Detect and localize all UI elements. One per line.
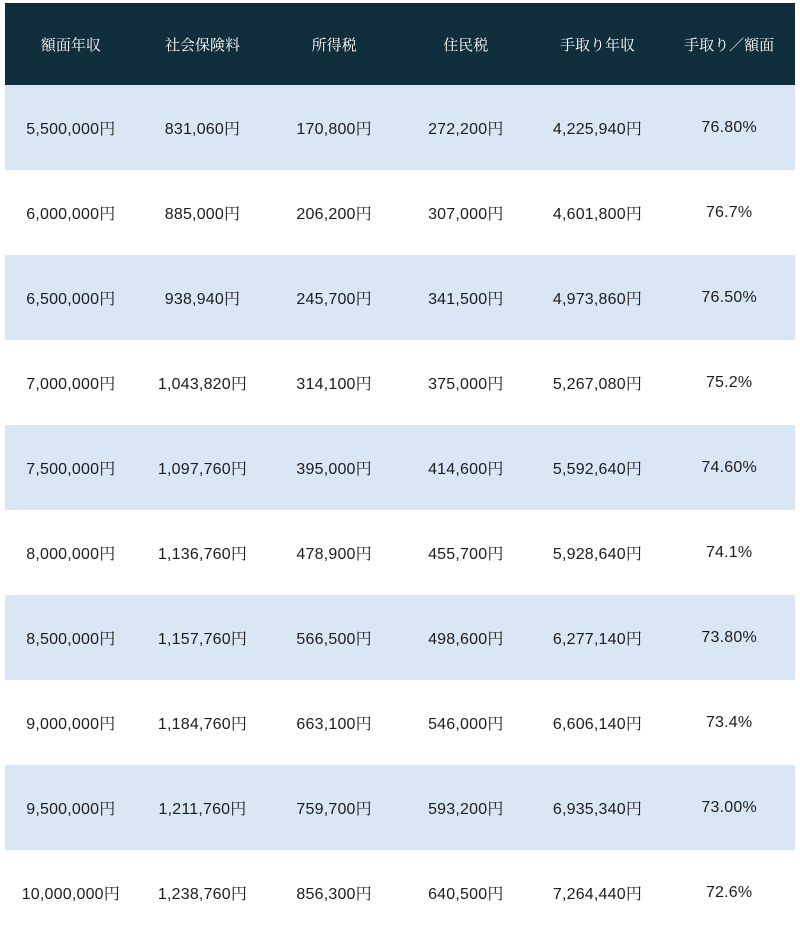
table-cell: 1,136,760円 bbox=[137, 510, 269, 595]
table-cell: 76.7% bbox=[663, 170, 795, 255]
table-row bbox=[5, 425, 795, 510]
table-cell: 375,000円 bbox=[400, 340, 532, 425]
table-cell: 663,100円 bbox=[268, 680, 400, 765]
table-cell: 1,211,760円 bbox=[137, 765, 269, 850]
table-cell: 4,973,860円 bbox=[532, 255, 664, 340]
table-cell: 245,700円 bbox=[268, 255, 400, 340]
table-header-row bbox=[5, 3, 795, 85]
table-cell: 206,200円 bbox=[268, 170, 400, 255]
table-cell: 4,601,800円 bbox=[532, 170, 664, 255]
table-cell: 6,935,340円 bbox=[532, 765, 664, 850]
table-cell: 885,000円 bbox=[137, 170, 269, 255]
column-header: 手取り年収 bbox=[532, 3, 664, 85]
table-cell: 831,060円 bbox=[137, 85, 269, 170]
table-cell: 856,300円 bbox=[268, 850, 400, 935]
table-cell: 593,200円 bbox=[400, 765, 532, 850]
table-cell: 546,000円 bbox=[400, 680, 532, 765]
table-row bbox=[5, 170, 795, 255]
table-cell: 1,097,760円 bbox=[137, 425, 269, 510]
column-header: 額面年収 bbox=[5, 3, 137, 85]
table-body bbox=[5, 85, 795, 935]
table-row bbox=[5, 340, 795, 425]
table-cell: 5,267,080円 bbox=[532, 340, 664, 425]
table-cell: 395,000円 bbox=[268, 425, 400, 510]
table-cell: 8,500,000円 bbox=[5, 595, 137, 680]
table-cell: 566,500円 bbox=[268, 595, 400, 680]
table-cell: 10,000,000円 bbox=[5, 850, 137, 935]
table-cell: 9,000,000円 bbox=[5, 680, 137, 765]
table-cell: 4,225,940円 bbox=[532, 85, 664, 170]
table-cell: 74.1% bbox=[663, 510, 795, 595]
table-cell: 72.6% bbox=[663, 850, 795, 935]
table-cell: 9,500,000円 bbox=[5, 765, 137, 850]
table-cell: 73.4% bbox=[663, 680, 795, 765]
table-row bbox=[5, 510, 795, 595]
table-header bbox=[5, 3, 795, 85]
table-cell: 6,606,140円 bbox=[532, 680, 664, 765]
column-header: 手取り／額面 bbox=[663, 3, 795, 85]
table-cell: 76.50% bbox=[663, 255, 795, 340]
table-cell: 455,700円 bbox=[400, 510, 532, 595]
table-cell: 272,200円 bbox=[400, 85, 532, 170]
table-cell: 75.2% bbox=[663, 340, 795, 425]
table-cell: 7,000,000円 bbox=[5, 340, 137, 425]
table-cell: 74.60% bbox=[663, 425, 795, 510]
table-cell: 8,000,000円 bbox=[5, 510, 137, 595]
table-cell: 314,100円 bbox=[268, 340, 400, 425]
table-cell: 170,800円 bbox=[268, 85, 400, 170]
table-cell: 1,238,760円 bbox=[137, 850, 269, 935]
table-row bbox=[5, 680, 795, 765]
table-cell: 6,500,000円 bbox=[5, 255, 137, 340]
table-row bbox=[5, 850, 795, 935]
table-cell: 73.80% bbox=[663, 595, 795, 680]
table-cell: 759,700円 bbox=[268, 765, 400, 850]
table-cell: 1,157,760円 bbox=[137, 595, 269, 680]
table-cell: 478,900円 bbox=[268, 510, 400, 595]
table-cell: 5,500,000円 bbox=[5, 85, 137, 170]
table-row bbox=[5, 255, 795, 340]
column-header: 社会保険料 bbox=[137, 3, 269, 85]
table-row bbox=[5, 85, 795, 170]
column-header: 住民税 bbox=[400, 3, 532, 85]
table-cell: 640,500円 bbox=[400, 850, 532, 935]
table-cell: 1,184,760円 bbox=[137, 680, 269, 765]
table-cell: 938,940円 bbox=[137, 255, 269, 340]
net-income-table bbox=[5, 3, 795, 935]
table-row bbox=[5, 595, 795, 680]
table-cell: 341,500円 bbox=[400, 255, 532, 340]
table-cell: 498,600円 bbox=[400, 595, 532, 680]
table-cell: 5,592,640円 bbox=[532, 425, 664, 510]
table-cell: 7,500,000円 bbox=[5, 425, 137, 510]
table-cell: 7,264,440円 bbox=[532, 850, 664, 935]
table-cell: 414,600円 bbox=[400, 425, 532, 510]
column-header: 所得税 bbox=[268, 3, 400, 85]
table-cell: 1,043,820円 bbox=[137, 340, 269, 425]
table-cell: 5,928,640円 bbox=[532, 510, 664, 595]
table-row bbox=[5, 765, 795, 850]
table-cell: 76.80% bbox=[663, 85, 795, 170]
table-cell: 307,000円 bbox=[400, 170, 532, 255]
table-cell: 6,277,140円 bbox=[532, 595, 664, 680]
table-cell: 73.00% bbox=[663, 765, 795, 850]
table-cell: 6,000,000円 bbox=[5, 170, 137, 255]
